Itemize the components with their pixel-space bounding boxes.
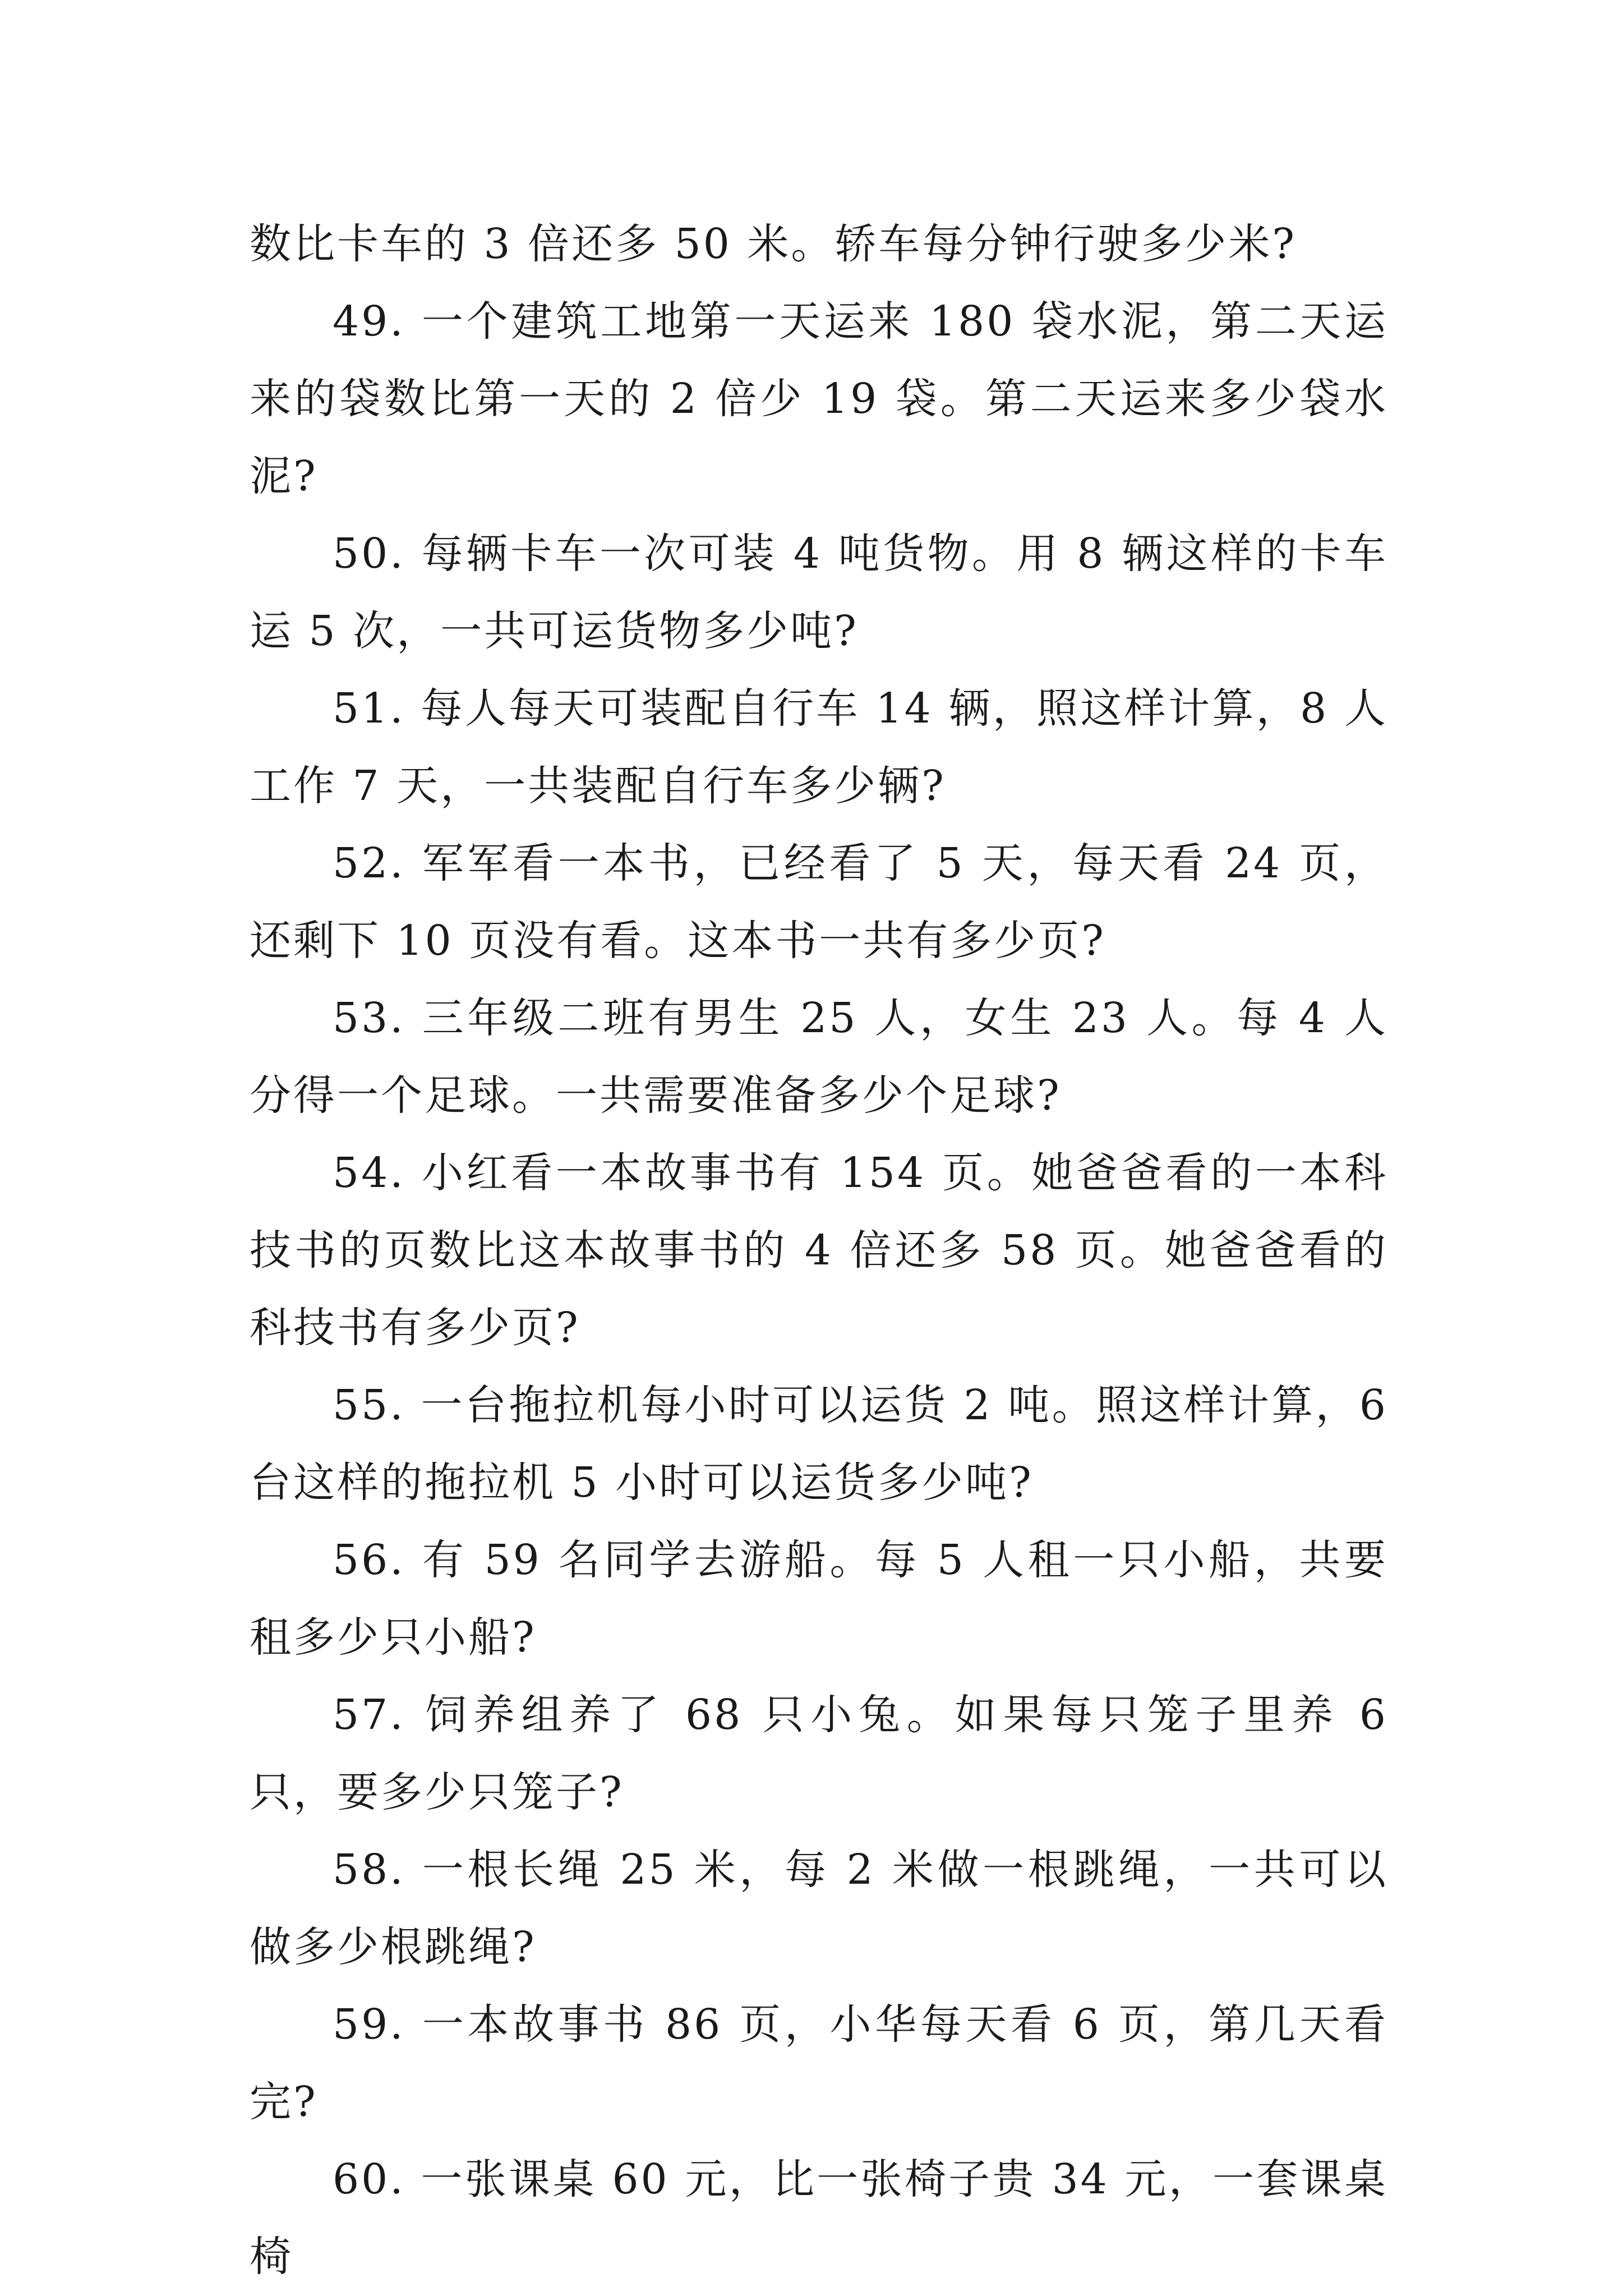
problem-paragraph: 53. 三年级二班有男生 25 人，女生 23 人。每 4 人分得一个足球。一共需要准备多少个足球?: [250, 994, 1388, 1120]
problem-paragraph: 49. 一个建筑工地第一天运来 180 袋水泥，第二天运来的袋数比第一天的 2 倍少 19 袋。第二天运来多少袋水泥?: [250, 297, 1388, 500]
document-body: [250, 205, 1388, 2295]
problem-paragraph: 54. 小红看一本故事书有 154 页。她爸爸看的一本科技书的页数比这本故事书的 4 倍还多 58 页。她爸爸看的科技书有多少页?: [250, 1149, 1388, 1352]
problem-paragraph: 57. 饲养组养了 68 只小兔。如果每只笼子里养 6 只，要多少只笼子?: [250, 1691, 1388, 1816]
problem-paragraph: 56. 有 59 名同学去游船。每 5 人租一只小船，共要租多少只小船?: [250, 1536, 1388, 1662]
problem-paragraph: 60. 一张课桌 60 元，比一张椅子贵 34 元，一套课桌椅: [250, 2155, 1388, 2281]
problem-paragraph: 55. 一台拖拉机每小时可以运货 2 吨。照这样计算，6 台这样的拖拉机 5 小时可以运货多少吨?: [250, 1381, 1388, 1507]
problem-paragraph: 58. 一根长绳 25 米，每 2 米做一根跳绳，一共可以做多少根跳绳?: [250, 1846, 1388, 1971]
problem-paragraph: 52. 军军看一本书，已经看了 5 天，每天看 24 页，还剩下 10 页没有看。这本书一共有多少页?: [250, 839, 1388, 965]
problem-paragraph: 59. 一本故事书 86 页，小华每天看 6 页，第几天看完?: [250, 2000, 1388, 2126]
problem-paragraph: 50. 每辆卡车一次可装 4 吨货物。用 8 辆这样的卡车运 5 次，一共可运货物多少吨?: [250, 530, 1388, 655]
problem-paragraph: 51. 每人每天可装配自行车 14 辆，照这样计算，8 人工作 7 天，一共装配自行车多少辆?: [250, 684, 1388, 810]
paragraph-continuation: 数比卡车的 3 倍还多 50 米。轿车每分钟行驶多少米?: [250, 220, 1297, 268]
